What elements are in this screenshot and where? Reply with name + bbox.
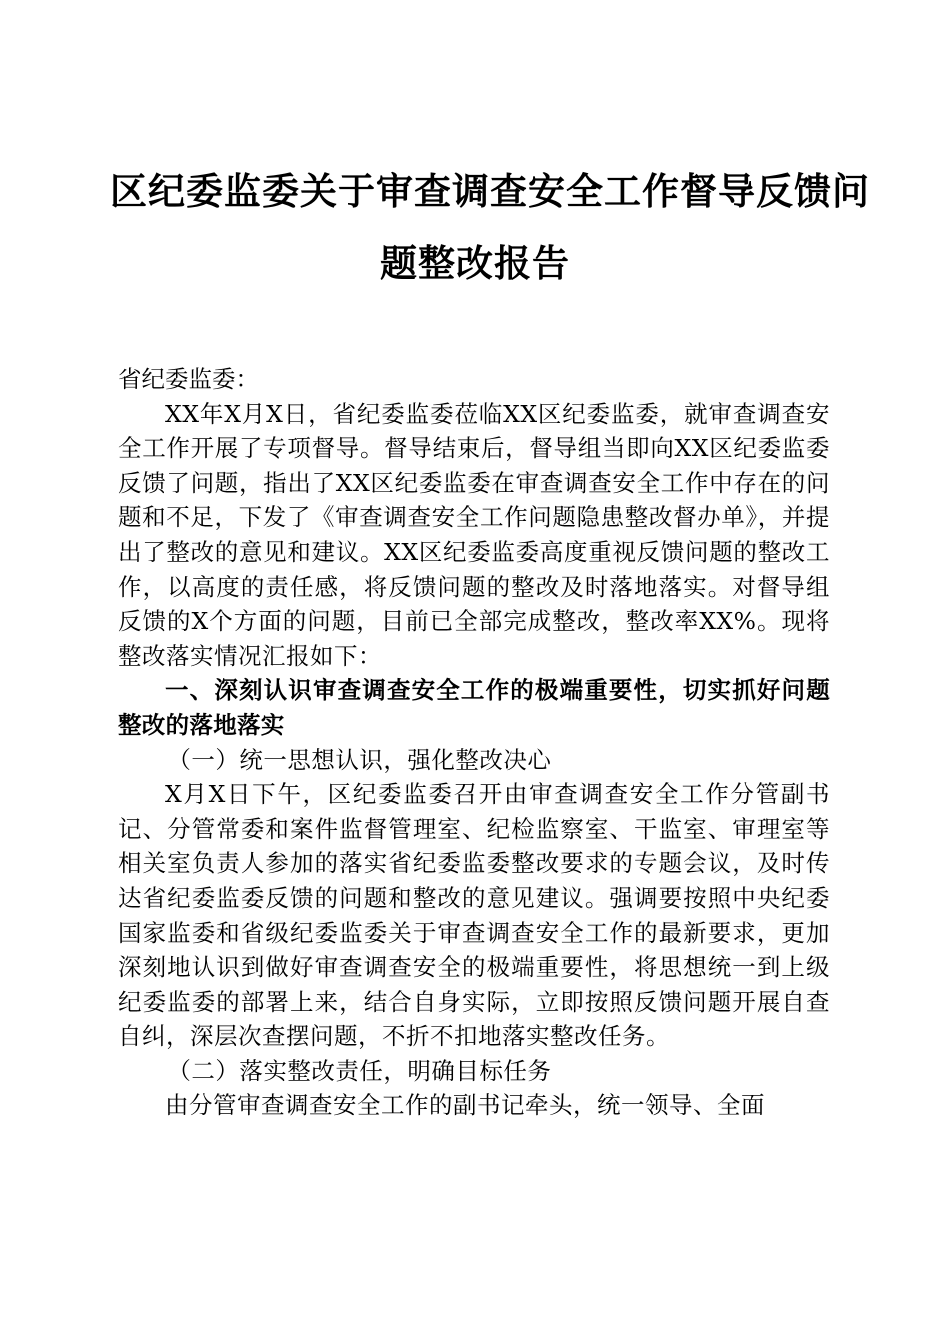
- subsection-2-paragraph: 由分管审查调查安全工作的副书记牵头，统一领导、全面: [165, 1091, 765, 1120]
- document-title-line-2: 题整改报告: [380, 241, 570, 285]
- section-1-heading: 一、深刻认识审查调查安全工作的极端重要性，切实抓好问题整改的落地落实: [118, 676, 830, 739]
- document-body: [118, 362, 830, 1123]
- subsection-1-heading: （一）统一思想认识，强化整改决心: [167, 745, 552, 774]
- document-title-line-1: 区纪委监委关于审查调查安全工作督导反馈问: [110, 169, 870, 213]
- subsection-1-paragraph: X月X日下午，区纪委监委召开由审查调查安全工作分管副书记、分管常委和案件监督管理室、纪检监察室、干监室、审理室等相关室负责人参加的落实省纪委监委整改要求的专题会议，及时传达省纪委监委反馈的问题和整改的意见建议。强调要按照中央纪委国家监委和省级纪委监委关于审查调查安全工作的最新要求，更加深刻地认识到做好审查调查安全的极端重要性，将思想统一到上级纪委监委的部署上来，结合自身实际，立即按照反馈问题开展自查自纠，深层次查摆问题，不折不扣地落实整改任务。: [118, 780, 830, 1051]
- intro-paragraph: XX年X月X日，省纪委监委莅临XX区纪委监委，就审查调查安全工作开展了专项督导。督导结束后，督导组当即向XX区纪委监委反馈了问题，指出了XX区纪委监委在审查调查安全工作中存在的问题和不足，下发了《审查调查安全工作问题隐患整改督办单》，并提出了整改的意见和建议。XX区纪委监委高度重视反馈问题的整改工作，以高度的责任感，将反馈问题的整改及时落地落实。对督导组反馈的X个方面的问题，目前已全部完成整改，整改率XX%。现将整改落实情况汇报如下：: [118, 399, 830, 670]
- salutation: 省纪委监委：: [118, 365, 259, 393]
- subsection-2-heading: （二）落实整改责任，明确目标任务: [167, 1056, 552, 1085]
